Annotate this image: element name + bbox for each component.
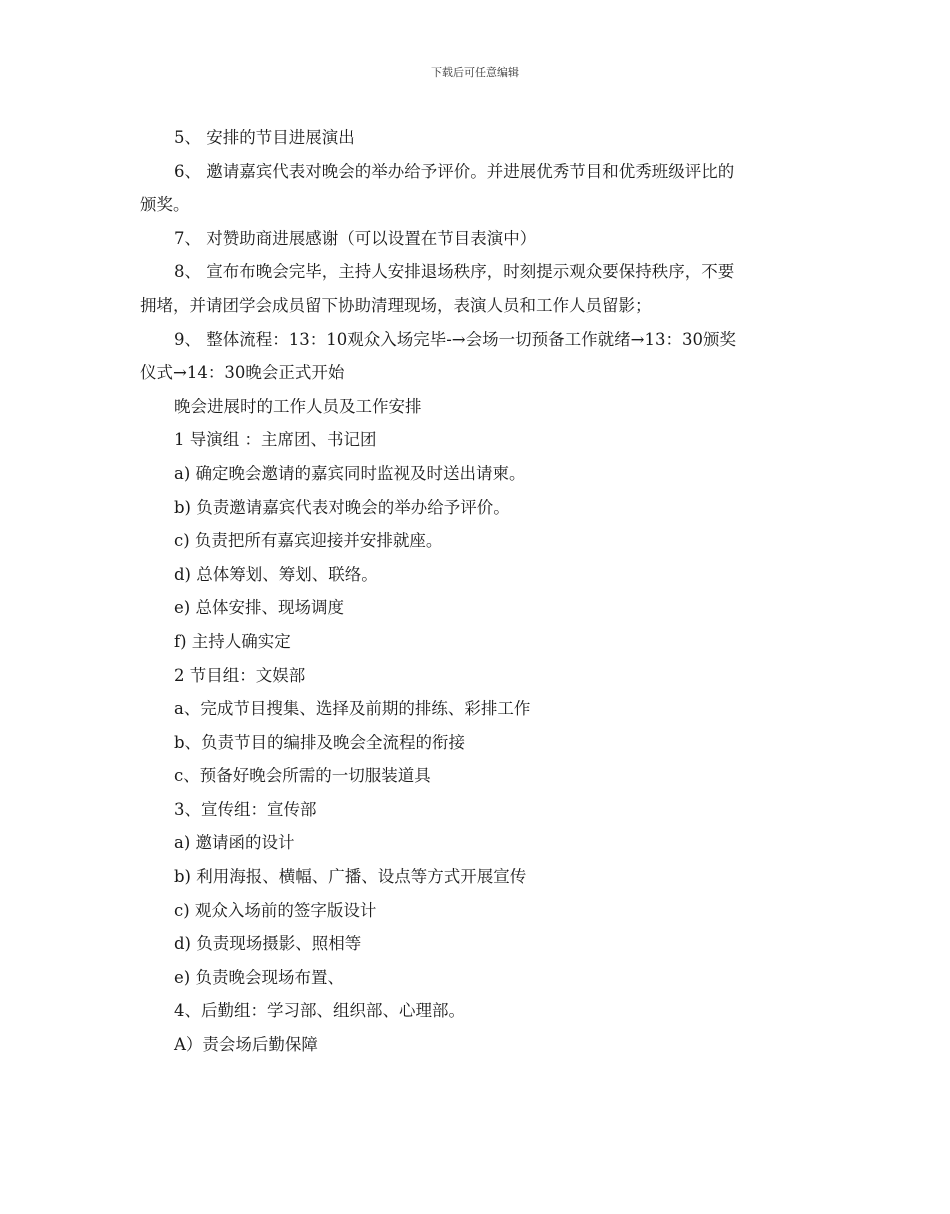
paragraph-line: 5、 安排的节目进展演出 — [174, 128, 355, 147]
paragraph-g3e — [140, 961, 812, 995]
paragraph-continuation-line: 仪式→14：30晚会正式开始 — [140, 363, 345, 383]
paragraph-g2a — [140, 692, 812, 726]
paragraph-g1b — [140, 491, 812, 525]
paragraph-staff-title — [140, 390, 812, 424]
paragraph-g1 — [140, 423, 812, 457]
paragraph-g4A — [140, 1028, 812, 1062]
paragraph-line: 4、后勤组：学习部、组织部、心理部。 — [174, 1001, 465, 1021]
paragraph-g3d — [140, 927, 812, 961]
paragraph-g3a — [140, 826, 812, 860]
paragraph-line: d) 总体筹划、筹划、联络。 — [174, 564, 378, 584]
paragraph-g4 — [140, 994, 812, 1028]
paragraph-line: 2 节目组：文娱部 — [174, 665, 306, 685]
paragraph-line: a) 确定晚会邀请的嘉宾同时监视及时送出请柬。 — [174, 463, 526, 483]
paragraph-line: A）责会场后勤保障 — [174, 1035, 318, 1055]
paragraph-g2 — [140, 659, 812, 693]
paragraph-g1e — [140, 591, 812, 625]
paragraph-p5 — [140, 121, 812, 155]
paragraph-line: e) 总体安排、现场调度 — [174, 598, 344, 618]
paragraph-p9 — [140, 323, 812, 390]
paragraph-g3 — [140, 793, 812, 827]
paragraph-continuation-line: 颁奖。 — [140, 195, 190, 215]
page-header: 下载后可任意编辑 — [431, 66, 519, 79]
paragraph-line: 1 导演组 ：主席团、书记团 — [174, 430, 377, 450]
paragraph-line: c) 观众入场前的签字版设计 — [174, 900, 377, 920]
paragraph-g2b — [140, 726, 812, 760]
paragraph-line: 3、宣传组：宣传部 — [174, 799, 317, 819]
paragraph-line: b、负责节目的编排及晚会全流程的衔接 — [174, 732, 466, 752]
paragraph-g3c — [140, 894, 812, 928]
paragraph-line: a、完成节目搜集、选择及前期的排练、彩排工作 — [174, 699, 531, 719]
paragraph-line: b) 利用海报、横幅、广播、设点等方式开展宣传 — [174, 867, 527, 887]
paragraph-line: d) 负责现场摄影、照相等 — [174, 934, 362, 954]
paragraph-line: b) 负责邀请嘉宾代表对晚会的举办给予评价。 — [174, 497, 510, 517]
paragraph-g1f — [140, 625, 812, 659]
paragraph-p6 — [140, 155, 812, 222]
paragraph-g2c — [140, 759, 812, 793]
paragraph-g1c — [140, 524, 812, 558]
paragraph-g1a — [140, 457, 812, 491]
paragraph-line: a) 邀请函的设计 — [174, 833, 295, 853]
paragraph-line: c、预备好晚会所需的一切服装道具 — [174, 766, 431, 786]
paragraph-line: 9、 整体流程：13：10观众入场完毕-→会场一切预备工作就绪→13：30颁奖 — [174, 329, 736, 349]
paragraph-p7 — [140, 222, 812, 256]
paragraph-line: c) 负责把所有嘉宾迎接并安排就座。 — [174, 531, 443, 551]
paragraph-g1d — [140, 558, 812, 592]
paragraph-line: 6、 邀请嘉宾代表对晚会的举办给予评价。并进展优秀节目和优秀班级评比的 — [174, 161, 735, 181]
paragraph-p8 — [140, 255, 812, 322]
paragraph-line: 8、 宣布布晚会完毕，主持人安排退场秩序，时刻提示观众要保持秩序，不要 — [174, 262, 735, 282]
paragraph-g3b — [140, 860, 812, 894]
paragraph-line: e) 负责晚会现场布置、 — [174, 967, 344, 987]
paragraph-line: f) 主持人确实定 — [174, 631, 291, 651]
paragraph-line: 晚会进展时的工作人员及工作安排 — [174, 396, 422, 416]
document-body — [140, 121, 812, 1062]
paragraph-line: 7、 对赞助商进展感谢（可以设置在节目表演中） — [174, 228, 537, 248]
paragraph-continuation-line: 拥堵，并请团学会成员留下协助清理现场，表演人员和工作人员留影； — [140, 295, 652, 315]
